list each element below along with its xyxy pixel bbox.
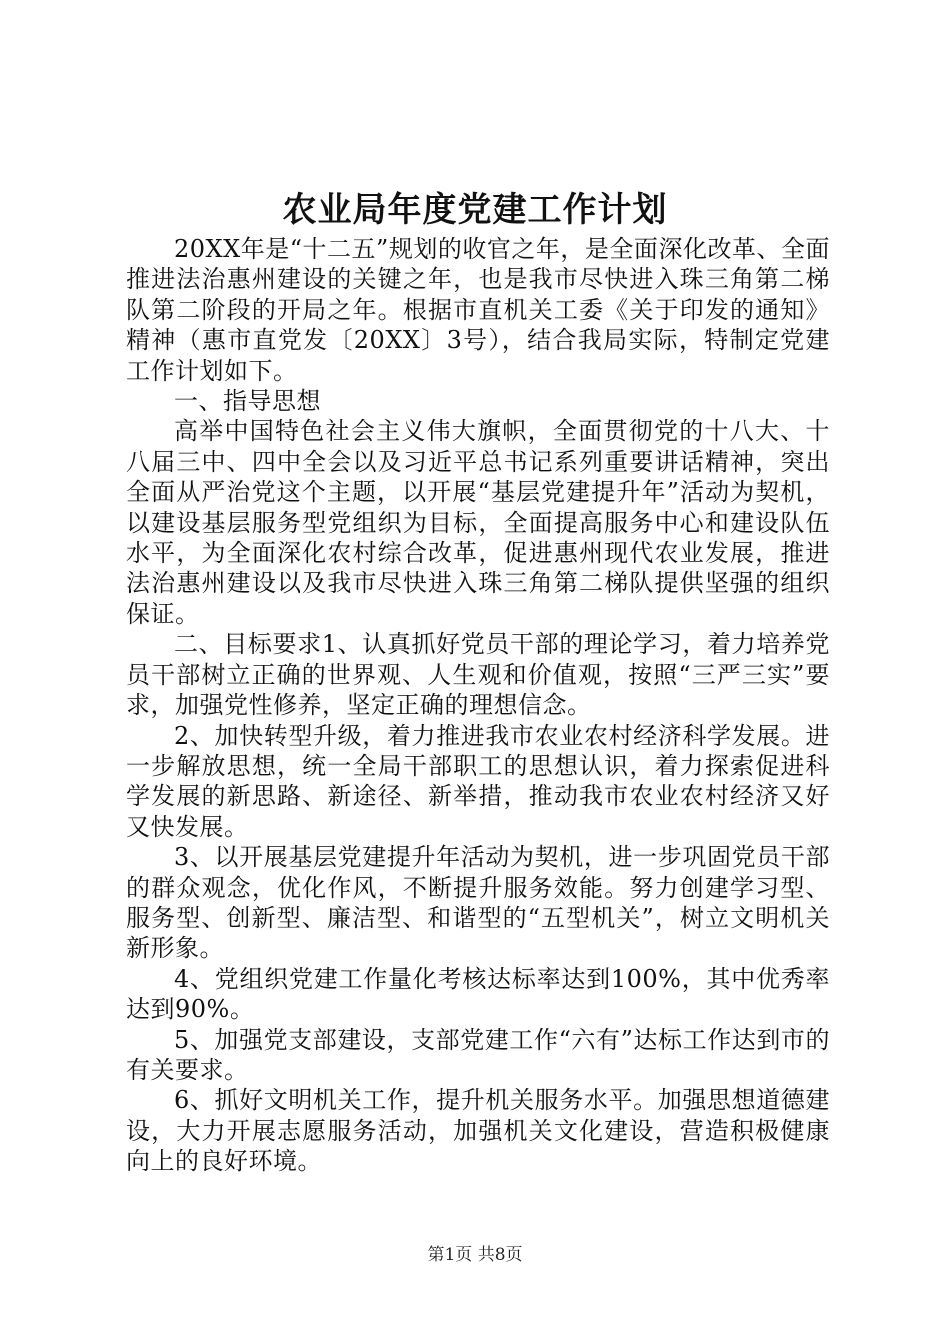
document-title: 农业局年度党建工作计划 xyxy=(282,190,668,230)
section-heading-guiding-thought: 一、指导思想 xyxy=(174,387,321,416)
document-body xyxy=(126,234,830,1177)
goal-item-3: 3、以开展基层党建提升年活动为契机，进一步巩固党员干部的群众观念，优化作风，不断提升服务效能。努力创建学习型、服务型、创新型、廉洁型、和谐型的“五型机关”，树立文明机关新形象。 xyxy=(126,843,830,963)
guiding-thought-paragraph: 高举中国特色社会主义伟大旗帜，全面贯彻党的十八大、十八届三中、四中全会以及习近平总书记系列重要讲话精神，突出全面从严治党这个主题，以开展“基层党建提升年”活动为契机，以建设基层服务型党组织为目标，全面提高服务中心和建设队伍水平，为全面深化农村综合改革，促进惠州现代农业发展，推进法治惠州建设以及我市尽快进入珠三角第二梯队提供坚强的组织保证。 xyxy=(126,417,830,628)
goal-item-2: 2、加快转型升级，着力推进我市农业农村经济科学发展。进一步解放思想，统一全局干部职工的思想认识，着力探索促进科学发展的新思路、新途径、新举措，推动我市农业农村经济又好又快发展。 xyxy=(126,721,830,841)
goal-item-5: 5、加强党支部建设，支部党建工作“六有”达标工作达到市的有关要求。 xyxy=(126,1025,830,1084)
goal-item-6: 6、抓好文明机关工作，提升机关服务水平。加强思想道德建设，大力开展志愿服务活动，加强机关文化建设，营造积极健康向上的良好环境。 xyxy=(126,1086,830,1176)
goal-item-1: 二、目标要求1、认真抓好党员干部的理论学习，着力培养党员干部树立正确的世界观、人生观和价值观，按照“三严三实”要求，加强党性修养，坚定正确的理想信念。 xyxy=(126,630,830,720)
page-footer: 第1页 共8页 xyxy=(427,1245,523,1265)
goal-item-4: 4、党组织党建工作量化考核达标率达到100%，其中优秀率达到90%。 xyxy=(126,964,830,1024)
intro-paragraph: 20XX年是“十二五”规划的收官之年，是全面深化改革、全面推进法治惠州建设的关键之年，也是我市尽快进入珠三角第二梯队第二阶段的开局之年。根据市直机关工委《关于印发的通知》精神（惠市直党发〔20XX〕3号），结合我局实际，特制定党建工作计划如下。 xyxy=(126,235,830,385)
